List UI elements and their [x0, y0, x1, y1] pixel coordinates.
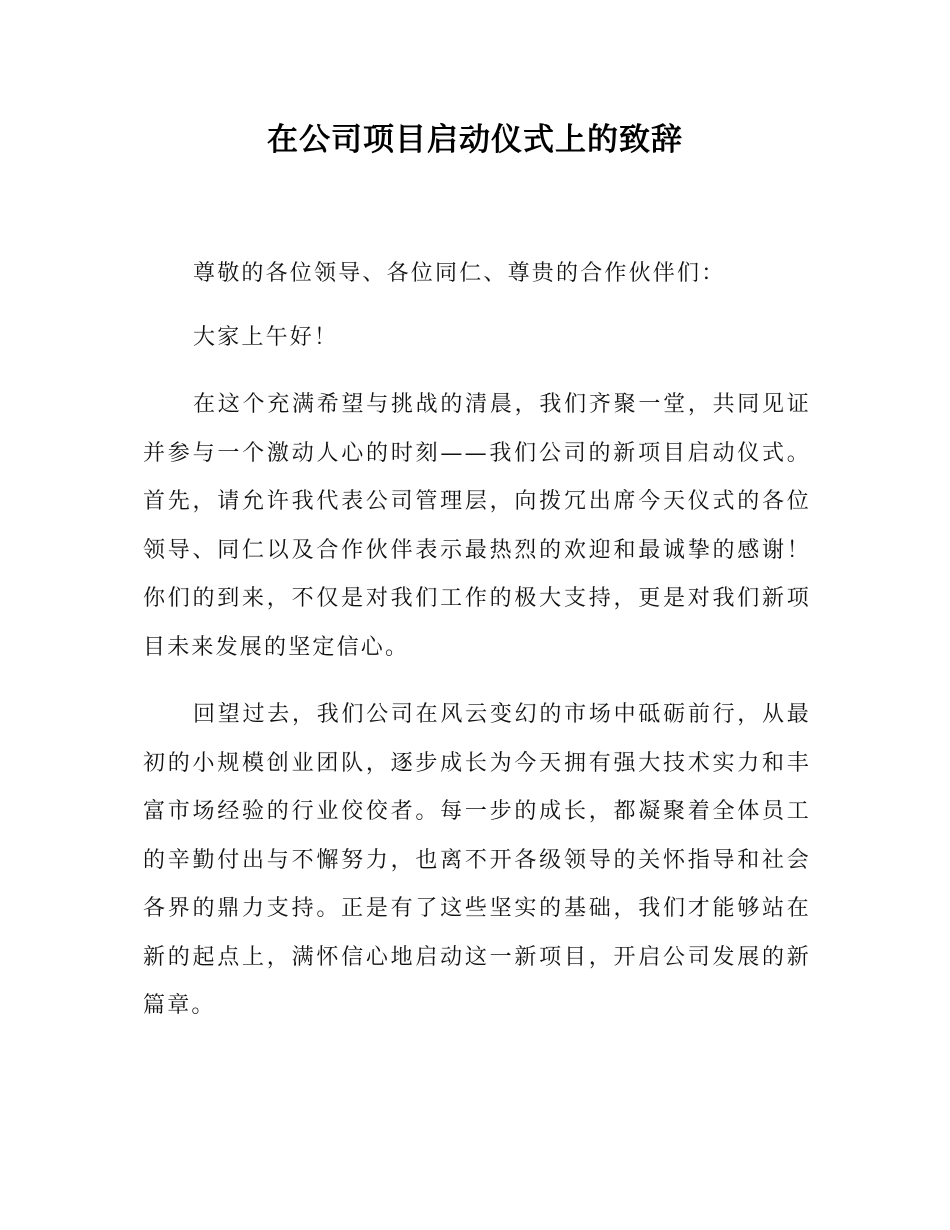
paragraph: 在这个充满希望与挑战的清晨，我们齐聚一堂，共同见证并参与一个激动人心的时刻——我们公司的新项目启动仪式。首先，请允许我代表公司管理层，向拨冗出席今天仪式的各位领导、同仁以及合作伙伴表示最热烈的欢迎和最诚挚的感谢！你们的到来，不仅是对我们工作的极大支持，更是对我们新项目未来发展的坚定信心。 [143, 392, 811, 660]
paragraph: 回望过去，我们公司在风云变幻的市场中砥砺前行，从最初的小规模创业团队，逐步成长为今天拥有强大技术实力和丰富市场经验的行业佼佼者。每一步的成长，都凝聚着全体员工的辛勤付出与不懈努力，也离不开各级领导的关怀指导和社会各界的鼎力支持。正是有了这些坚实的基础，我们才能够站在新的起点上，满怀信心地启动这一新项目，开启公司发展的新篇章。 [143, 702, 811, 1018]
salutation: 尊敬的各位领导、各位同仁、尊贵的合作伙伴们： [193, 261, 726, 286]
greeting: 大家上午好！ [193, 325, 339, 350]
page-title: 在公司项目启动仪式上的致辞 [267, 122, 683, 158]
